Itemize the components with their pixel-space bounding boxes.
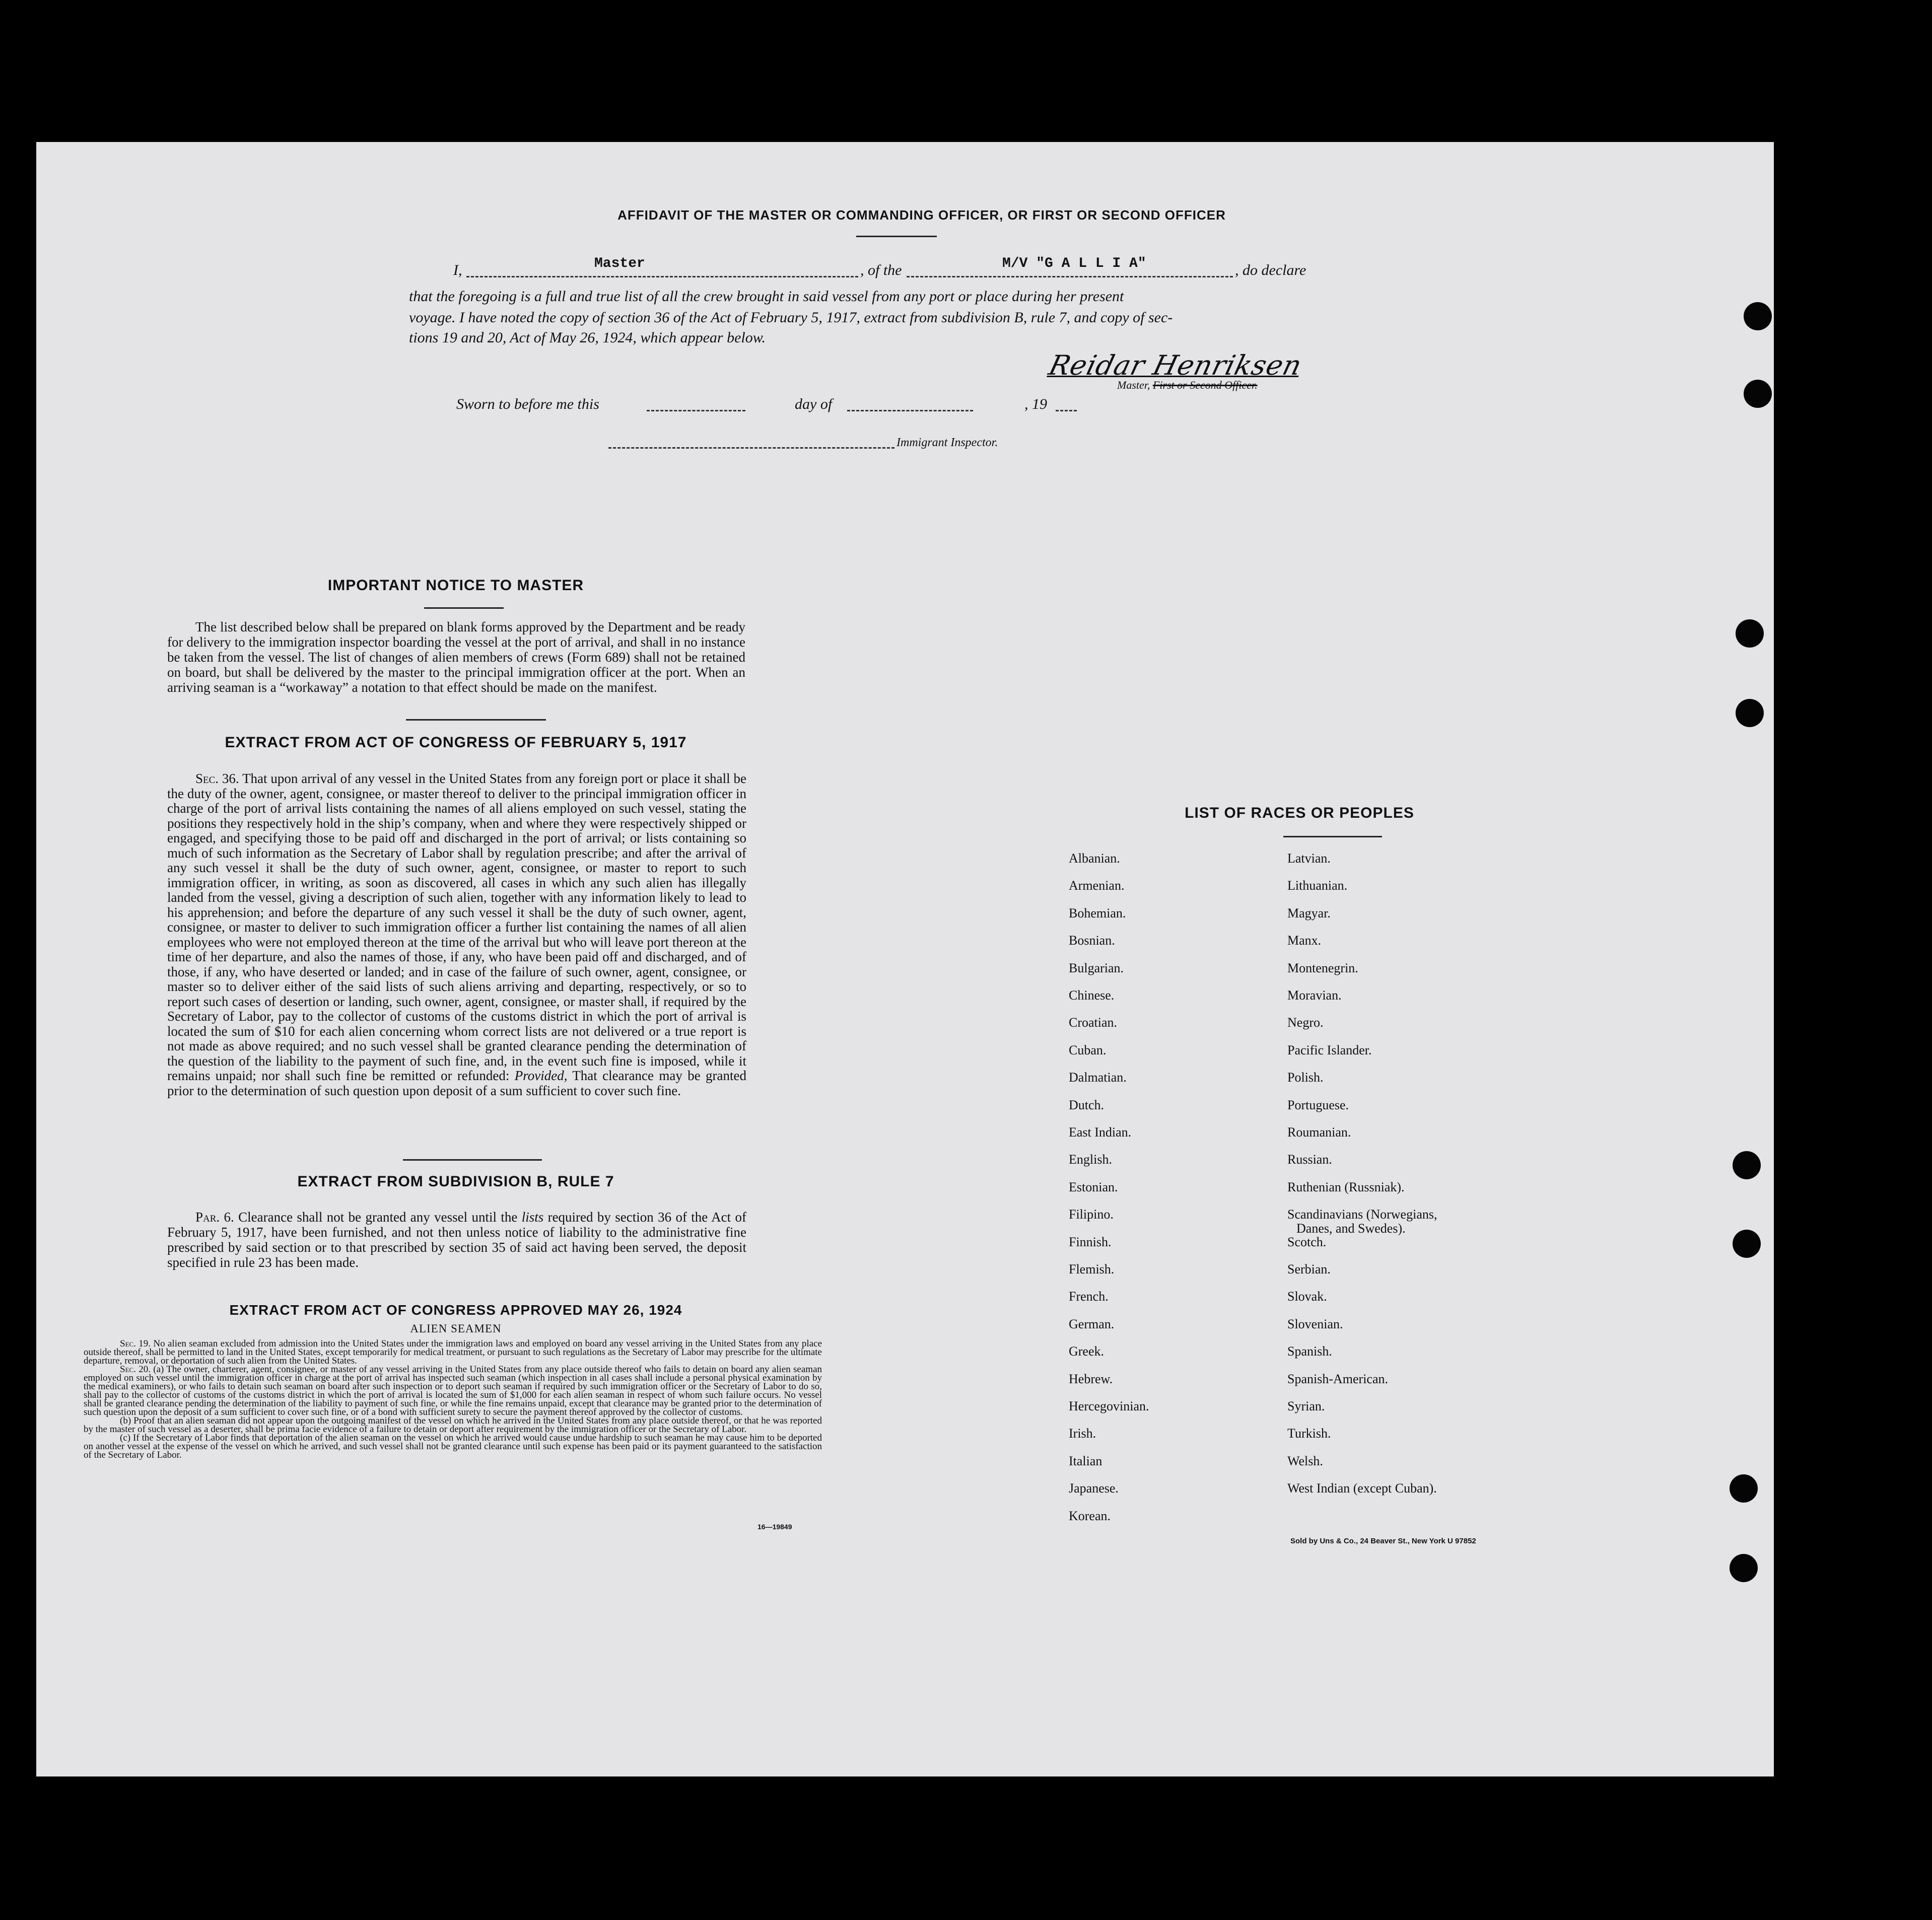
section-20a-text: (a) The owner, charterer, agent, consignee, or master of any vessel arriving in the United States from any place outside thereof who fails to detain on board any alien seaman employed on such vessel until the immigration officer in charge at the port of arrival has inspected such seaman (which inspection in all cases shall include a personal physical examination by the medical examiners), or who fails to detain such seaman on board after such inspection or to deport such seaman if required by such immigration officer or the Secretary of Labor to do so, shall pay to the collector of customs of the customs district in which the port of arrival is located the sum of $1,000 for each alien seaman in respect of whom such failure occurs. No vessel shall be granted clearance pending the determination of the liability to payment of such fine, or while the fine remains unpaid, except that clearance may be granted prior to the determination of such question upon the deposit of a sum sufficient to cover such fine, or of a bond with sufficient surety to secure the payment thereof approved by the collector of customs.	[84, 1364, 822, 1417]
blank-line	[847, 410, 973, 411]
divider	[403, 1159, 542, 1161]
of-the-label: , of the	[860, 262, 902, 278]
race-item: Greek.	[1069, 1344, 1105, 1359]
signature-caption	[1117, 379, 1258, 392]
notice-heading: IMPORTANT NOTICE TO MASTER	[327, 577, 584, 594]
section-20c: (c) If the Secretary of Labor finds that deportation of the alien seaman on the vessel on which he arrived would cause undue hardship to such seaman he may cause him to be deported on another vessel at the expense of the vessel on which he arrived, and such vessel shall not be granted clearance until such expense has been paid or its payment guaranteed to the satisfaction of the Secretary of Labor.	[84, 1433, 822, 1460]
punch-hole	[1730, 1474, 1758, 1503]
race-item: Albanian.	[1069, 851, 1120, 866]
blank-line	[1056, 410, 1077, 411]
race-item: Magyar.	[1287, 906, 1331, 920]
section-19-label: Sec. 19.	[120, 1338, 151, 1349]
affidavit-line-1	[453, 256, 1385, 282]
extract-1917-text	[167, 771, 746, 1098]
section-20b: (b) Proof that an alien seaman did not appear upon the outgoing manifest of the vessel on which he arrived in the United States from any place outside thereof, or that he was reported by the master of such vessel as a deserter, shall be prima facie evidence of a failure to detain or deport after requirement by the immigration officer or the Secretary of Labor.	[84, 1415, 822, 1435]
race-item: Hercegovinian.	[1069, 1399, 1149, 1413]
notice-text: The list described below shall be prepared on blank forms approved by the Department and be ready for delivery to the immigration inspector boarding the vessel at the port of arrival, and shall in no instance be taken from the vessel. The list of changes of alien members of crews (Form 689) shall not be retained on board, but shall be delivered by the master to the principal immigration officer at the port. When an arriving seaman is a “workaway” a notation to that effect should be made on the manifest.	[167, 619, 745, 695]
officer-value: Master	[594, 256, 645, 271]
section-36-text-end: That clearance may be granted prior to the determination of such question upon deposit of a sum sufficient to cover such fine.	[167, 1068, 746, 1098]
race-item: Pacific Islander.	[1287, 1043, 1372, 1057]
sold-by-imprint: Sold by Uns & Co., 24 Beaver St., New York U 97852	[1290, 1537, 1476, 1545]
race-item: Korean.	[1069, 1509, 1111, 1523]
vessel-value: M/V "G A L L I A"	[1002, 256, 1146, 271]
i-label: I,	[453, 262, 462, 278]
race-item: Danes, and Swedes).	[1296, 1221, 1406, 1236]
race-item: Welsh.	[1287, 1454, 1323, 1468]
signature-caption-struck: First or Second Officer.	[1152, 379, 1258, 391]
race-item: Turkish.	[1287, 1426, 1331, 1441]
do-declare-label: , do declare	[1235, 262, 1306, 278]
divider	[856, 236, 937, 237]
sworn-line	[456, 396, 1111, 416]
blank-line	[466, 276, 858, 277]
signature-caption-prefix: Master,	[1117, 379, 1153, 391]
race-item: West Indian (except Cuban).	[1287, 1481, 1437, 1496]
punch-hole	[1736, 619, 1764, 648]
race-item: Bosnian.	[1069, 933, 1115, 948]
section-label: Sec. 36.	[195, 771, 239, 786]
race-item: Finnish.	[1069, 1235, 1112, 1249]
punch-hole	[1736, 699, 1764, 727]
master-signature: Reidar Henriksen	[1046, 349, 1305, 381]
sworn-year: , 19	[1024, 396, 1047, 412]
race-item: Irish.	[1069, 1426, 1096, 1441]
blank-line	[907, 276, 1233, 277]
extract-1917-heading: EXTRACT FROM ACT OF CONGRESS OF FEBRUARY 5, 1917	[225, 734, 687, 751]
races-heading: LIST OF RACES OR PEOPLES	[1185, 805, 1414, 821]
race-item: Portuguese.	[1287, 1098, 1349, 1112]
section-36-text: That upon arrival of any vessel in the United States from any foreign port or place it shall be the duty of the owner, agent, consignee, or master thereof to deliver to the principal immigration officer in charge of the port of arrival lists containing the names of all aliens employed on such vessel, stating the positions they respectively hold in the ship’s company, when and where they were respectively shipped or engaged, and specifying those to be paid off and discharged in the port of arrival; or lists containing so much of such information as the Secretary of Labor shall by regulation prescribe; and after the arrival of any such vessel it shall be the duty of such owner, agent, consignee, or master to report to such immigration officer, in writing, as soon as discovered, all cases in which any such alien has illegally landed from the vessel, giving a description of such alien, together with any information likely to lead to his apprehension; and before the departure of any such vessel it shall be the duty of such owner, agent, consignee, or master to deliver to such immigration officer a further list containing the names of all alien employees who were not employed thereon at the time of the arrival but who will leave port thereon at the time of her departure, and also the names of those, if any, who have been paid off and discharged, and of those, if any, who have deserted or landed; and in case of the failure of such owner, agent, consignee, or master so to deliver either of the said lists of such aliens arriving and departing, respectively, or so to report such cases of desertion or landing, such owner, agent, consignee, or master shall, if required by the Secretary of Labor, pay to the collector of customs of the customs district in which the port of arrival is located the sum of $10 for each alien concerning whom correct lists are not delivered or a true report is not made as above required; and no such vessel shall be granted clearance pending the determination of the question of the liability to the payment of such fine, and, in the event such fine is imposed, while it remains unpaid; nor shall such fine be remitted or refunded:	[167, 771, 746, 1083]
race-item: Slovak.	[1287, 1289, 1327, 1304]
section-20a	[84, 1365, 822, 1416]
race-item: Hebrew.	[1069, 1372, 1113, 1386]
paragraph-label: Par. 6.	[195, 1210, 234, 1225]
race-item: Spanish.	[1287, 1344, 1332, 1359]
blank-line	[647, 410, 745, 411]
race-item: Scotch.	[1287, 1235, 1327, 1249]
affidavit-line-2: that the foregoing is a full and true list of all the crew brought in said vessel from any port or place during her present	[409, 288, 1124, 305]
punch-hole	[1744, 302, 1772, 330]
race-item: Manx.	[1287, 933, 1322, 948]
provided-word: Provided,	[514, 1068, 568, 1083]
race-item: Japanese.	[1069, 1481, 1119, 1496]
race-item: French.	[1069, 1289, 1109, 1304]
race-item: Italian	[1069, 1454, 1102, 1468]
divider	[406, 719, 546, 721]
punch-hole	[1730, 1554, 1758, 1582]
race-item: Lithuanian.	[1287, 878, 1348, 893]
lists-word: lists	[521, 1210, 544, 1225]
paragraph-text-a: Clearance shall not be granted any vessel until the	[238, 1210, 518, 1225]
race-item: Estonian.	[1069, 1180, 1118, 1194]
sworn-day-of: day of	[795, 396, 833, 412]
section-20-label: Sec. 20.	[120, 1364, 151, 1375]
subdivision-b-text	[167, 1210, 746, 1270]
race-item: Roumanian.	[1287, 1125, 1351, 1140]
race-item: Dalmatian.	[1069, 1070, 1127, 1085]
punch-hole	[1744, 380, 1772, 408]
race-item: Serbian.	[1287, 1262, 1331, 1276]
race-item: Scandinavians (Norwegians,	[1287, 1207, 1437, 1222]
race-item: Dutch.	[1069, 1098, 1105, 1112]
race-item: Ruthenian (Russniak).	[1287, 1180, 1405, 1194]
inspector-label: Immigrant Inspector.	[896, 436, 998, 449]
blank-line	[608, 447, 894, 449]
form-number: 16—19849	[757, 1523, 792, 1531]
subdivision-b-heading: EXTRACT FROM SUBDIVISION B, RULE 7	[297, 1173, 614, 1190]
race-item: Chinese.	[1069, 988, 1115, 1003]
race-item: Montenegrin.	[1287, 961, 1358, 975]
race-item: East Indian.	[1069, 1125, 1132, 1140]
affidavit-line-3: voyage. I have noted the copy of section 36 of the Act of February 5, 1917, extract from subdivision B, rule 7, and copy of sec-	[409, 309, 1173, 326]
race-item: Spanish-American.	[1287, 1372, 1389, 1386]
race-item: Latvian.	[1287, 851, 1331, 866]
extract-1924-text	[84, 1339, 822, 1459]
race-item: English.	[1069, 1152, 1112, 1167]
punch-hole	[1733, 1230, 1761, 1258]
race-item: Flemish.	[1069, 1262, 1115, 1276]
affidavit-line-4: tions 19 and 20, Act of May 26, 1924, which appear below.	[409, 329, 766, 346]
race-item: Polish.	[1287, 1070, 1324, 1085]
paragraph-text-b: required by section 36 of the Act of February 5, 1917, have been furnished, and not then unless notice of liability to the administrative fine prescribed by said section or to that prescribed by section 35 of said act having been served, the deposit specified in rule 23 has been made.	[167, 1210, 746, 1270]
section-19	[84, 1339, 822, 1365]
race-item: Russian.	[1287, 1152, 1332, 1167]
divider	[1283, 836, 1382, 837]
race-item: Filipino.	[1069, 1207, 1114, 1222]
inspector-line	[608, 436, 1062, 456]
extract-1924-heading: EXTRACT FROM ACT OF CONGRESS APPROVED MAY 26, 1924	[229, 1302, 682, 1318]
race-item: Moravian.	[1287, 988, 1342, 1003]
affidavit-heading: AFFIDAVIT OF THE MASTER OR COMMANDING OFFICER, OR FIRST OR SECOND OFFICER	[617, 207, 1226, 223]
race-item: Slovenian.	[1287, 1317, 1343, 1331]
divider	[424, 607, 504, 609]
race-item: Syrian.	[1287, 1399, 1325, 1413]
race-item: Bulgarian.	[1069, 961, 1124, 975]
race-item: Cuban.	[1069, 1043, 1107, 1057]
race-item: Negro.	[1287, 1015, 1324, 1030]
sworn-prefix: Sworn to before me this	[456, 396, 599, 412]
punch-hole	[1733, 1151, 1761, 1179]
race-item: Croatian.	[1069, 1015, 1118, 1030]
race-item: Bohemian.	[1069, 906, 1126, 920]
race-item: Armenian.	[1069, 878, 1125, 893]
section-19-text: No alien seaman excluded from admission into the United States under the immigration laws and employed on board any vessel arriving in the United States from any place outside thereof, shall be permitted to land in the United States, except temporarily for medical treatment, or pursuant to such regulations as the Secretary of Labor may prescribe for the ultimate departure, removal, or deportation of such alien from the United States.	[84, 1338, 822, 1366]
race-item: German.	[1069, 1317, 1115, 1331]
alien-seamen-subheading: ALIEN SEAMEN	[410, 1322, 502, 1335]
